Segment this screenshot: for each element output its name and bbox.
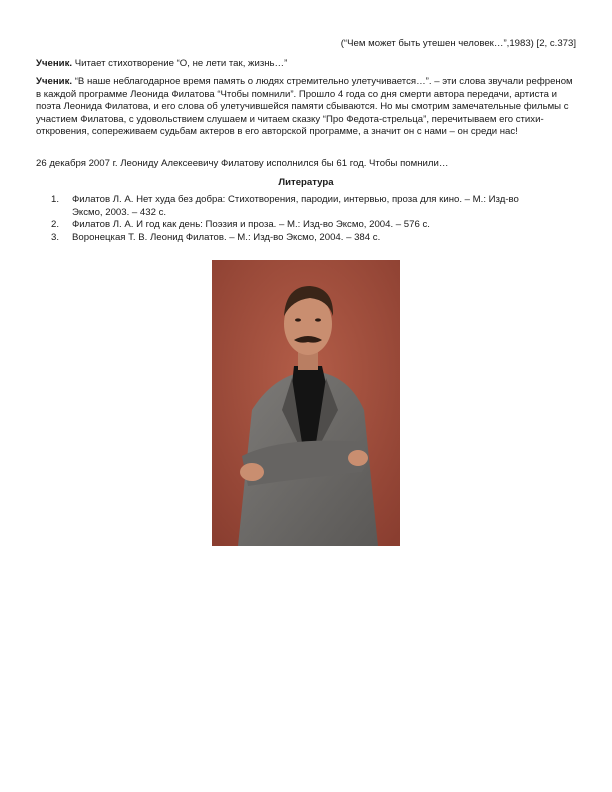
reference-text: Филатов Л. А. И год как день: Поэзия и проза. – М.: Изд-во Эксмо, 2004. – 576 с. — [72, 219, 430, 231]
portrait-photo — [212, 260, 400, 546]
reference-item — [36, 232, 536, 245]
paragraph-student-remembrance — [36, 76, 576, 139]
epigraph-source: (“Чем может быть утешен человек…”,1983) [2, с.373] — [340, 38, 576, 49]
speaker-label: Ученик. — [36, 58, 73, 69]
reference-number: 3. — [51, 231, 60, 243]
left-eye — [295, 318, 301, 321]
reference-number: 2. — [51, 219, 60, 231]
left-hand — [240, 463, 264, 481]
reference-item — [36, 194, 536, 219]
paragraph-text: “В наше неблагодарное время память о людях стремительно улетучивается…”. – эти слова звучали рефреном в каждой программе Леонида Филатова “Чтобы помнили”. Прошло 4 года со дня смерти автора передачи, артиста и поэта Леонида Филатова, и его слова об улетучившейся памяти сбываются. Но мы смотрим замечательные фильмы с участием Филатова, с удовольствием слушаем и читаем сказку “Про Федота-стрельца”, перечитываем его стихи-откровения, сопереживаем судьбам актеров в его авторской программе, а значит он с нами – он среди нас! — [36, 76, 573, 138]
reference-number: 1. — [51, 194, 60, 205]
paragraph-student-reads-poem — [36, 58, 576, 71]
paragraph-text: Читает стихотворение “О, не лети так, жизнь…” — [72, 58, 288, 69]
references-heading: Литература — [278, 177, 334, 188]
references-list — [36, 194, 536, 244]
right-hand — [348, 450, 368, 466]
reference-item — [36, 219, 536, 232]
speaker-label: Ученик. — [36, 76, 73, 87]
paragraph-birthday-note: 26 декабря 2007 г. Леониду Алексеевичу Филатову исполнился бы 61 год. Чтобы помнили… — [36, 158, 449, 169]
right-eye — [315, 318, 321, 321]
reference-text: Воронецкая Т. В. Леонид Филатов. – М.: Изд-во Эксмо, 2004. – 384 с. — [72, 231, 381, 243]
reference-text: Филатов Л. А. Нет худа без добра: Стихотворения, пародии, интервью, проза для кино. – М.: Изд-во Эксмо, 2003. – 432 с. — [72, 194, 519, 218]
